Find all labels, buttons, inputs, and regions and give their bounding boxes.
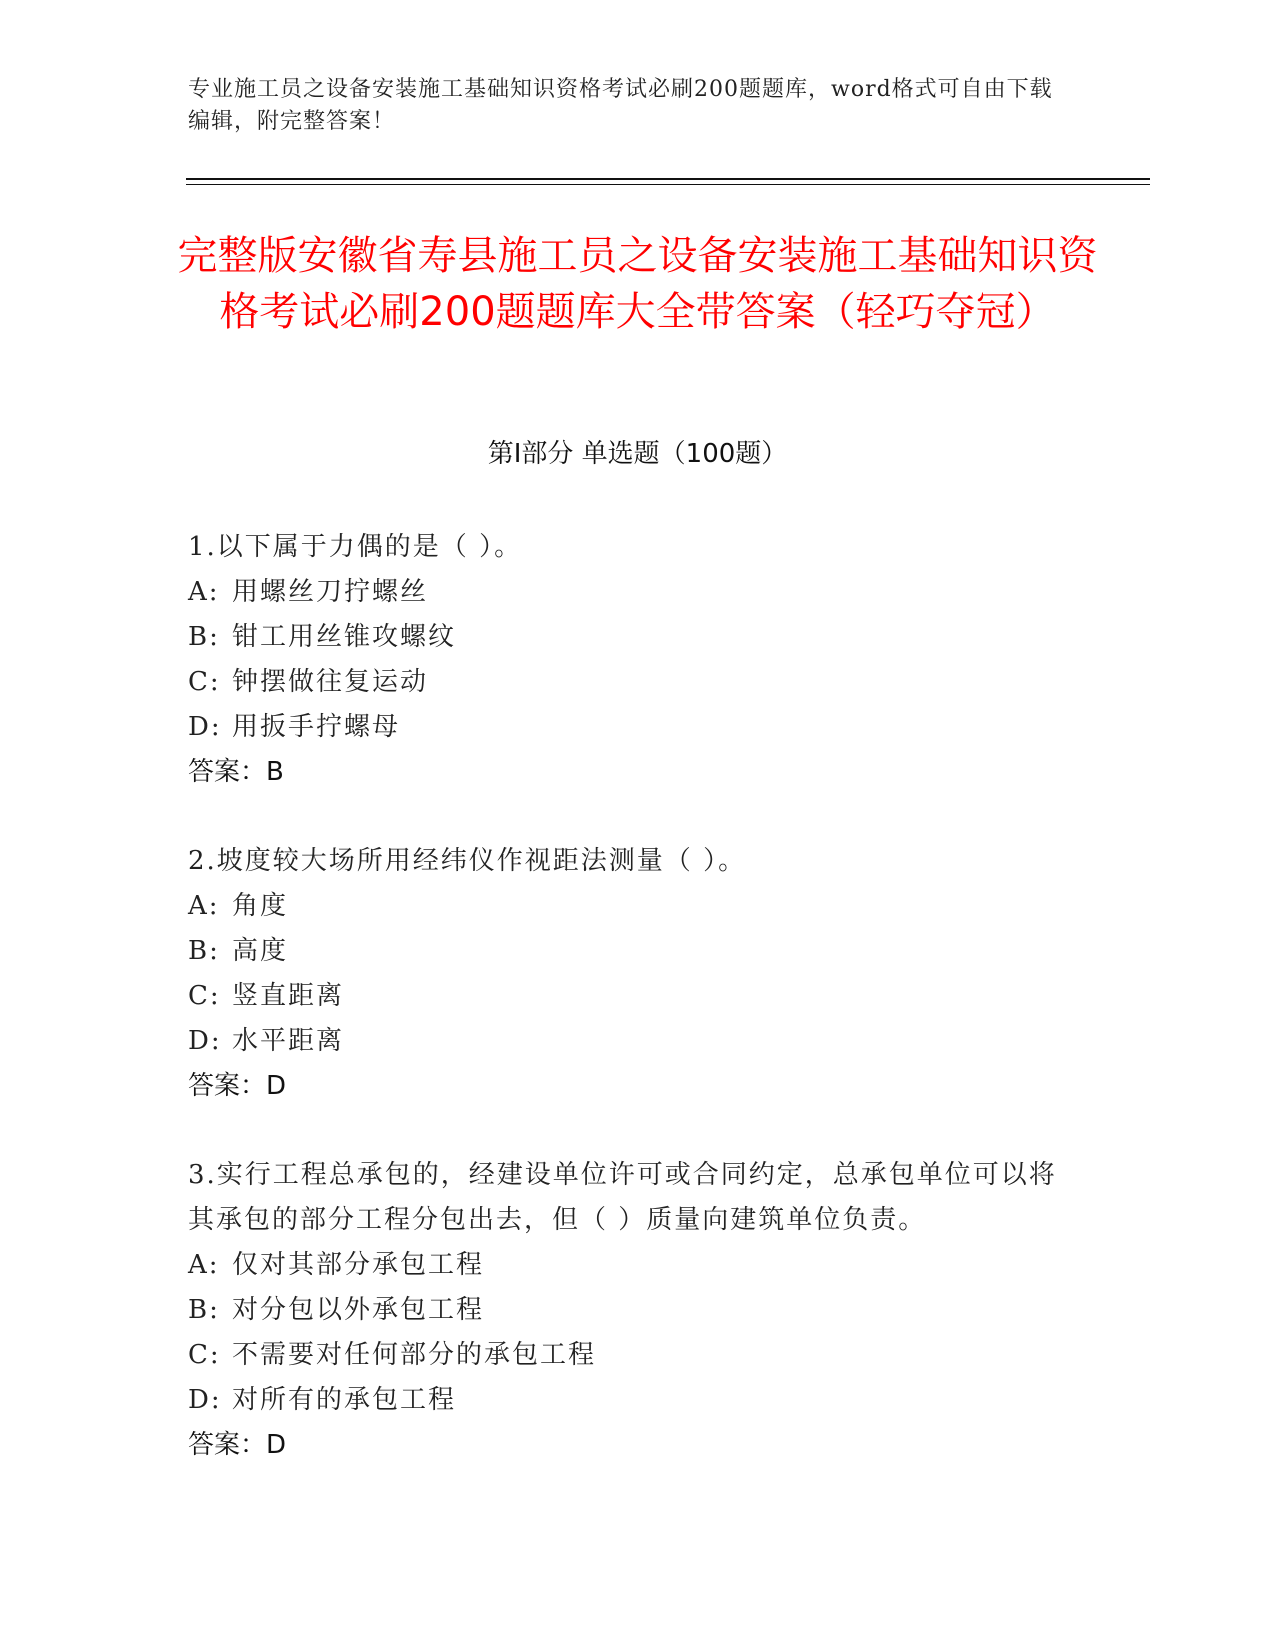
option-text: 用螺丝刀拧螺丝 xyxy=(232,577,429,607)
option-key: C: xyxy=(188,667,221,697)
option-key: D: xyxy=(188,1026,222,1056)
option-text: 钟摆做往复运动 xyxy=(232,667,429,697)
option-key: B: xyxy=(188,622,220,652)
header-divider-thin xyxy=(186,184,1150,185)
option-text: 用扳手拧螺母 xyxy=(232,712,401,742)
answer: 答案：B xyxy=(188,757,284,787)
question-3 xyxy=(188,1153,1068,1468)
option-text: 高度 xyxy=(232,936,289,966)
question-stem: 2.坡度较大场所用经纬仪作视距法测量（ ）。 xyxy=(188,846,747,876)
header-note: 专业施工员之设备安装施工基础知识资格考试必刷200题题库，word格式可自由下载编辑，附完整答案！ xyxy=(188,77,1053,134)
option-b xyxy=(188,1288,1068,1333)
option-text: 水平距离 xyxy=(232,1026,345,1056)
option-key: A: xyxy=(188,1250,220,1280)
option-d xyxy=(188,1378,1068,1423)
option-a xyxy=(188,570,1068,615)
header-divider-thick xyxy=(186,178,1150,180)
option-a xyxy=(188,1243,1068,1288)
option-key: B: xyxy=(188,1295,220,1325)
option-key: D: xyxy=(188,712,222,742)
answer: 答案：D xyxy=(188,1071,287,1101)
question-1 xyxy=(188,525,1068,795)
section-title: 第Ⅰ部分 单选题（100题） xyxy=(487,439,788,469)
question-stem: 3.实行工程总承包的，经建设单位许可或合同约定，总承包单位可以将其承包的部分工程分包出去，但（ ）质量向建筑单位负责。 xyxy=(188,1160,1057,1235)
option-key: A: xyxy=(188,577,220,607)
question-list xyxy=(188,525,1068,1512)
option-d xyxy=(188,1019,1068,1064)
option-key: C: xyxy=(188,981,221,1011)
option-key: D: xyxy=(188,1385,222,1415)
option-key: A: xyxy=(188,891,220,921)
option-c xyxy=(188,660,1068,705)
option-text: 对分包以外承包工程 xyxy=(232,1295,485,1325)
option-b xyxy=(188,615,1068,660)
option-text: 对所有的承包工程 xyxy=(232,1385,457,1415)
option-text: 仅对其部分承包工程 xyxy=(232,1250,485,1280)
option-d xyxy=(188,705,1068,750)
option-text: 角度 xyxy=(232,891,289,921)
question-2 xyxy=(188,839,1068,1109)
option-text: 竖直距离 xyxy=(232,981,345,1011)
option-text: 钳工用丝锥攻螺纹 xyxy=(232,622,457,652)
option-c xyxy=(188,974,1068,1019)
option-key: B: xyxy=(188,936,220,966)
answer: 答案：D xyxy=(188,1430,287,1460)
document-title: 完整版安徽省寿县施工员之设备安装施工基础知识资格考试必刷200题题库大全带答案（轻巧夺冠） xyxy=(177,233,1098,335)
question-stem: 1.以下属于力偶的是（ ）。 xyxy=(188,532,523,562)
option-c xyxy=(188,1333,1068,1378)
option-b xyxy=(188,929,1068,974)
option-text: 不需要对任何部分的承包工程 xyxy=(232,1340,597,1370)
option-a xyxy=(188,884,1068,929)
option-key: C: xyxy=(188,1340,221,1370)
